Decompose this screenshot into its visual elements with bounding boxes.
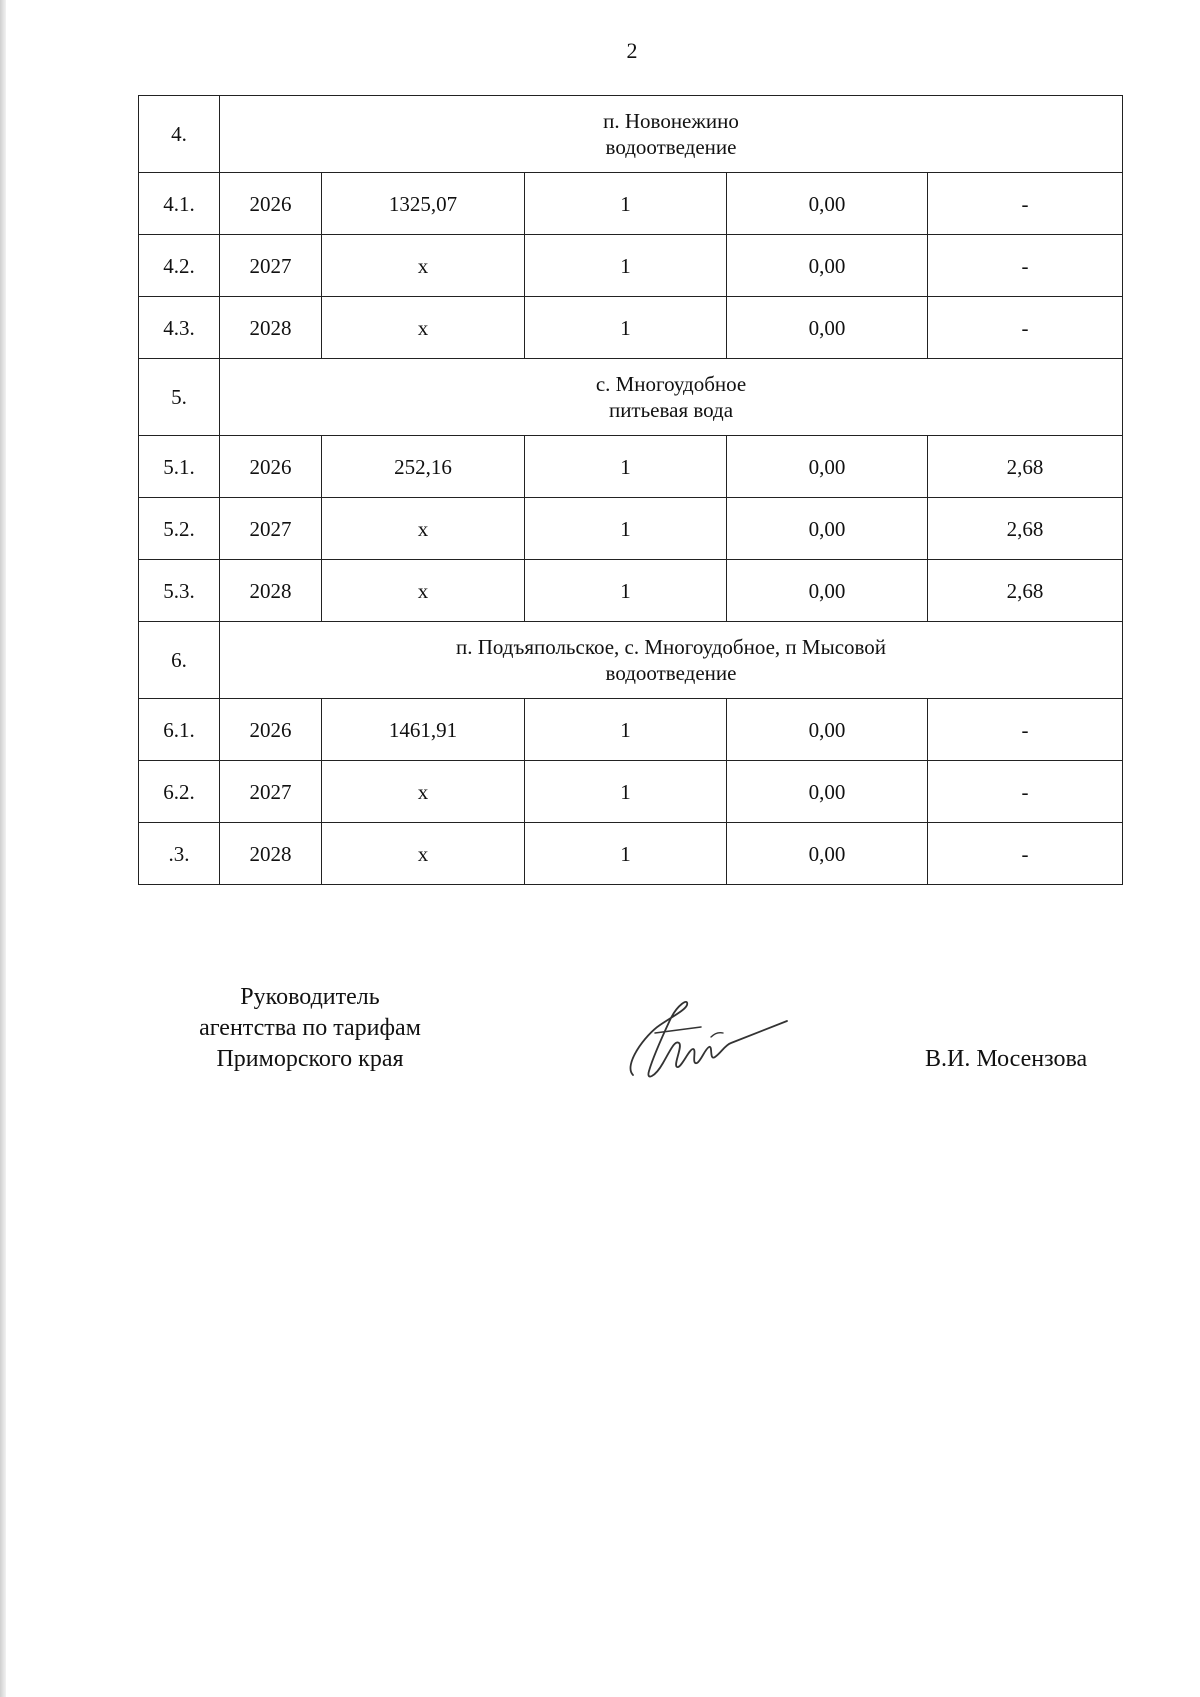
row-number-cell: .3. — [139, 823, 220, 885]
scan-edge — [0, 0, 6, 1697]
row-number-cell: 6.2. — [139, 761, 220, 823]
section-title: п. Новонежино — [603, 109, 739, 133]
index-cell: 1 — [525, 498, 727, 560]
index-cell: 1 — [525, 235, 727, 297]
amount-cell: 0,00 — [727, 823, 928, 885]
year-cell: 2027 — [220, 235, 322, 297]
value-cell: х — [322, 297, 525, 359]
row-number-cell: 5.3. — [139, 560, 220, 622]
section-subtitle: водоотведение — [605, 661, 737, 685]
table-row — [139, 297, 1123, 359]
table-row — [139, 761, 1123, 823]
amount-cell: 0,00 — [727, 761, 928, 823]
extra-cell: - — [928, 173, 1123, 235]
table-row — [139, 436, 1123, 498]
year-cell: 2028 — [220, 560, 322, 622]
row-number-cell: 4. — [139, 96, 220, 173]
index-cell: 1 — [525, 699, 727, 761]
signer-position-line: Руководитель — [240, 984, 380, 1010]
index-cell: 1 — [525, 436, 727, 498]
section-header-cell — [220, 622, 1123, 699]
extra-cell: - — [928, 699, 1123, 761]
value-cell: 252,16 — [322, 436, 525, 498]
index-cell: 1 — [525, 297, 727, 359]
value-cell: 1325,07 — [322, 173, 525, 235]
index-cell: 1 — [525, 823, 727, 885]
row-number-cell: 4.3. — [139, 297, 220, 359]
amount-cell: 0,00 — [727, 297, 928, 359]
signer-position-line: Приморского края — [216, 1046, 404, 1072]
extra-cell: - — [928, 823, 1123, 885]
amount-cell: 0,00 — [727, 560, 928, 622]
row-number-cell: 6.1. — [139, 699, 220, 761]
signer-name: В.И. Мосензова — [925, 1046, 1088, 1072]
value-cell: х — [322, 498, 525, 560]
row-number-cell: 5.2. — [139, 498, 220, 560]
year-cell: 2027 — [220, 761, 322, 823]
section-title: п. Подъяпольское, с. Многоудобное, п Мысовой — [455, 635, 887, 659]
amount-cell: 0,00 — [727, 498, 928, 560]
year-cell: 2027 — [220, 498, 322, 560]
index-cell: 1 — [525, 560, 727, 622]
row-number-cell: 5.1. — [139, 436, 220, 498]
table-row — [139, 823, 1123, 885]
extra-cell: - — [928, 761, 1123, 823]
section-row — [139, 622, 1123, 699]
extra-cell: - — [928, 297, 1123, 359]
table-row — [139, 498, 1123, 560]
table-row — [139, 699, 1123, 761]
extra-cell: 2,68 — [928, 436, 1123, 498]
value-cell: 1461,91 — [322, 699, 525, 761]
extra-cell: 2,68 — [928, 560, 1123, 622]
section-row — [139, 359, 1123, 436]
value-cell: х — [322, 560, 525, 622]
section-subtitle: водоотведение — [605, 135, 737, 159]
value-cell: х — [322, 823, 525, 885]
year-cell: 2026 — [220, 173, 322, 235]
section-row — [139, 96, 1123, 173]
value-cell: х — [322, 761, 525, 823]
row-number-cell: 4.2. — [139, 235, 220, 297]
page-number: 2 — [626, 38, 638, 63]
year-cell: 2026 — [220, 436, 322, 498]
row-number-cell: 4.1. — [139, 173, 220, 235]
section-title: с. Многоудобное — [595, 372, 747, 396]
index-cell: 1 — [525, 761, 727, 823]
year-cell: 2028 — [220, 823, 322, 885]
section-header-cell — [220, 359, 1123, 436]
amount-cell: 0,00 — [727, 235, 928, 297]
index-cell: 1 — [525, 173, 727, 235]
extra-cell: 2,68 — [928, 498, 1123, 560]
table-row — [139, 173, 1123, 235]
amount-cell: 0,00 — [727, 699, 928, 761]
section-subtitle: питьевая вода — [608, 398, 734, 422]
value-cell: х — [322, 235, 525, 297]
amount-cell: 0,00 — [727, 173, 928, 235]
signer-position-line: агентства по тарифам — [199, 1015, 421, 1041]
row-number-cell: 5. — [139, 359, 220, 436]
row-number-cell: 6. — [139, 622, 220, 699]
signer-position — [155, 982, 465, 1075]
section-header-cell — [220, 96, 1123, 173]
tariff-table — [138, 95, 1123, 885]
table-row — [139, 235, 1123, 297]
year-cell: 2028 — [220, 297, 322, 359]
year-cell: 2026 — [220, 699, 322, 761]
table-row — [139, 560, 1123, 622]
extra-cell: - — [928, 235, 1123, 297]
handwritten-signature — [615, 985, 795, 1085]
amount-cell: 0,00 — [727, 436, 928, 498]
table-body — [139, 96, 1123, 885]
